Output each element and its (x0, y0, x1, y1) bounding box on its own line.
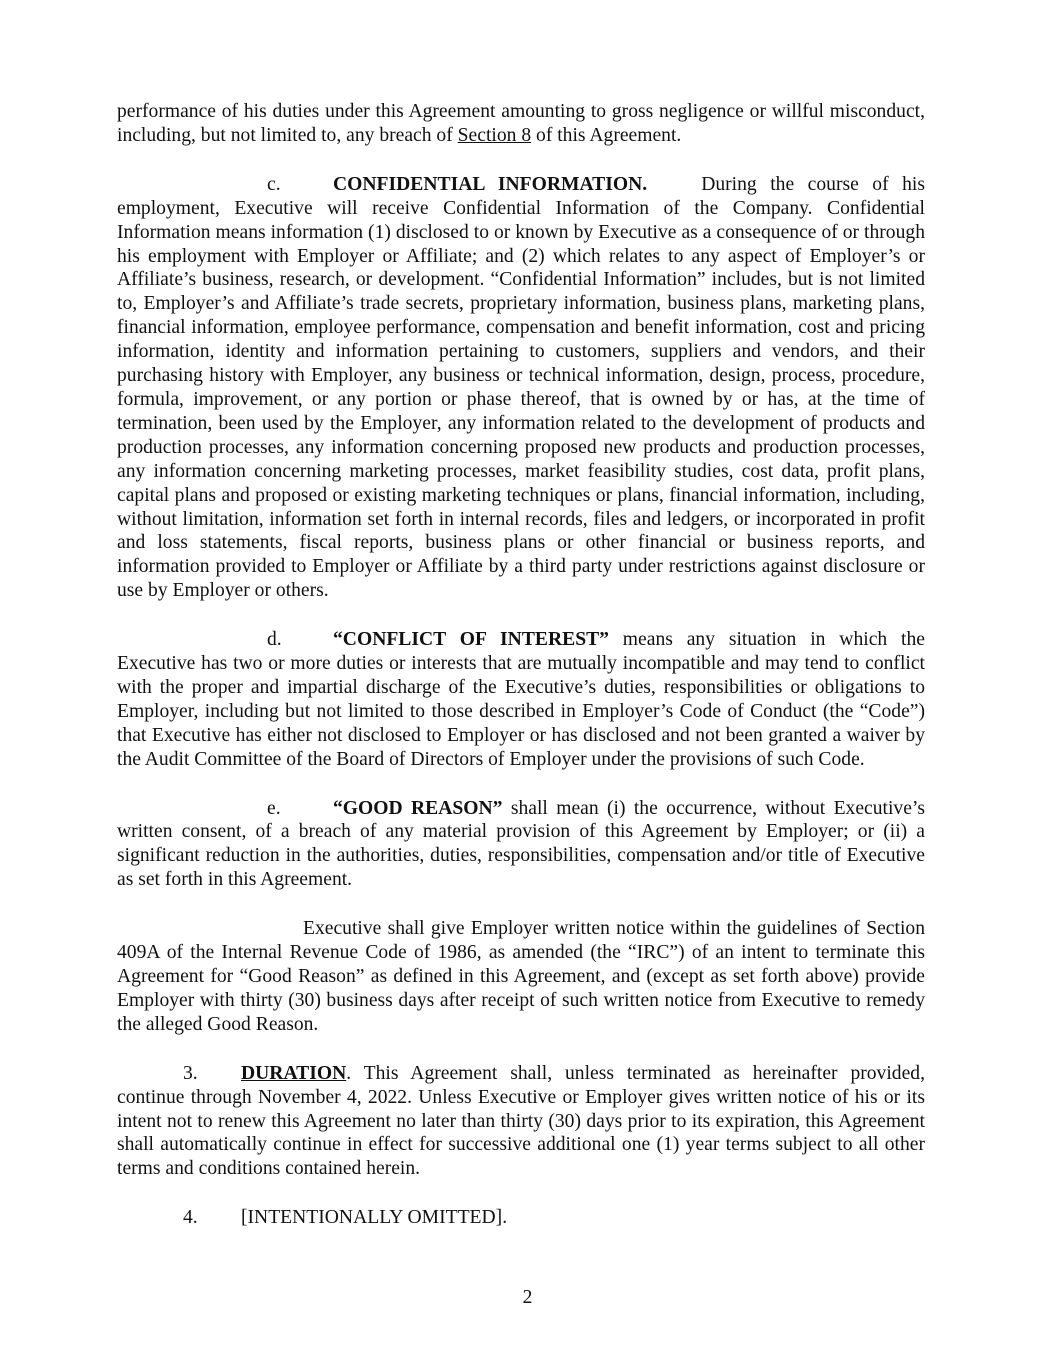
section-reference-link[interactable]: Section 8 (457, 124, 532, 146)
item-label-e: e. (267, 797, 281, 819)
section-4-omitted (117, 1206, 925, 1230)
paragraph-text: performance of his duties under this Agreement amounting to gross negligence or willful misconduct, including, but not limited to, any breach of (117, 101, 925, 146)
section-3-duration (117, 1062, 925, 1182)
page-number: 2 (522, 1287, 533, 1308)
section-number-4: 4. (183, 1207, 198, 1229)
paragraph-c-confidential-information (117, 173, 925, 603)
paragraph-text-end: of this Agreement. (531, 124, 682, 146)
paragraph-continuation (117, 100, 925, 148)
item-label-d: d. (267, 629, 282, 651)
paragraph-c-text: During the course of his employment, Executive will receive Confidential Information of the Company. Confidential Information means information (1) disclosed to or known by Executive as a consequence of or through his employment with Employer or Affiliate; and (2) which relates to any aspect of Employer’s or Affiliate’s business, research, or development. “Confidential Information” includes, but is not limited to, Employer’s and Affiliate’s trade secrets, proprietary information, business plans, marketing plans, financial information, employee performance, compensation and benefit information, cost and pricing information, identity and information pertaining to customers, suppliers and vendors, and their purchasing history with Employer, any business or technical information, design, process, procedure, formula, improvement, or any portion or phase thereof, that is owned by or has, at the time of termination, been used by the Employer, any information related to the development of products and production processes, any information concerning proposed new products and production processes, any information concerning marketing processes, market feasibility studies, cost data, profit plans, capital plans and proposed or existing marketing techniques or plans, financial information, including, without limitation, information set forth in internal records, files and ledgers, or incorporated in profit and loss statements, fiscal reports, business plans or other financial or business reports, and information provided to Employer or Affiliate by a third party under restrictions against disclosure or use by Employer or others. (117, 173, 925, 602)
section-number-3: 3. (183, 1062, 198, 1084)
paragraph-e-text: shall mean (i) the occurrence, without Executive’s written consent, of a breach of any material provision of this Agreement by Employer; or (ii) a significant reduction in the authorities, duties, responsibilities, compensation and/or title of Executive as set forth in this Agreement. (117, 797, 925, 891)
item-label-c: c. (267, 173, 281, 195)
paragraph-e-good-reason (117, 797, 925, 893)
section-4-text: [INTENTIONALLY OMITTED]. (241, 1207, 508, 1229)
heading-duration: DURATION (241, 1062, 347, 1084)
document-page (117, 100, 925, 1255)
heading-good-reason: “GOOD REASON” (333, 797, 503, 819)
section-3-text: . This Agreement shall, unless terminated as hereinafter provided, continue through November 4, 2022. Unless Executive or Employer gives written notice of his or its intent not to renew this Agreement no later than thirty (30) days prior to its expiration, this Agreement shall automatically continue in effect for successive additional one (1) year terms subject to all other terms and conditions contained herein. (117, 1062, 925, 1180)
paragraph-d-text: means any situation in which the Executive has two or more duties or interests that are mutually incompatible and may tend to conflict with the proper and impartial discharge of the Executive’s duties, responsibilities or obligations to Employer, including but not limited to those described in Employer’s Code of Conduct (the “Code”) that Executive has either not disclosed to Employer or has disclosed and not been granted a waiver by the Audit Committee of the Board of Directors of Employer under the provisions of such Code. (117, 629, 925, 770)
paragraph-notice: Executive shall give Employer written notice within the guidelines of Section 409A of the Internal Revenue Code of 1986, as amended (the “IRC”) of an intent to terminate this Agreement for “Good Reason” as defined in this Agreement, and (except as set forth above) provide Employer with thirty (30) business days after receipt of such written notice from Executive to remedy the alleged Good Reason. (117, 918, 925, 1035)
heading-confidential-information: CONFIDENTIAL INFORMATION. (333, 173, 648, 195)
paragraph-d-conflict-of-interest (117, 628, 925, 771)
heading-conflict-of-interest: “CONFLICT OF INTEREST” (333, 629, 609, 651)
